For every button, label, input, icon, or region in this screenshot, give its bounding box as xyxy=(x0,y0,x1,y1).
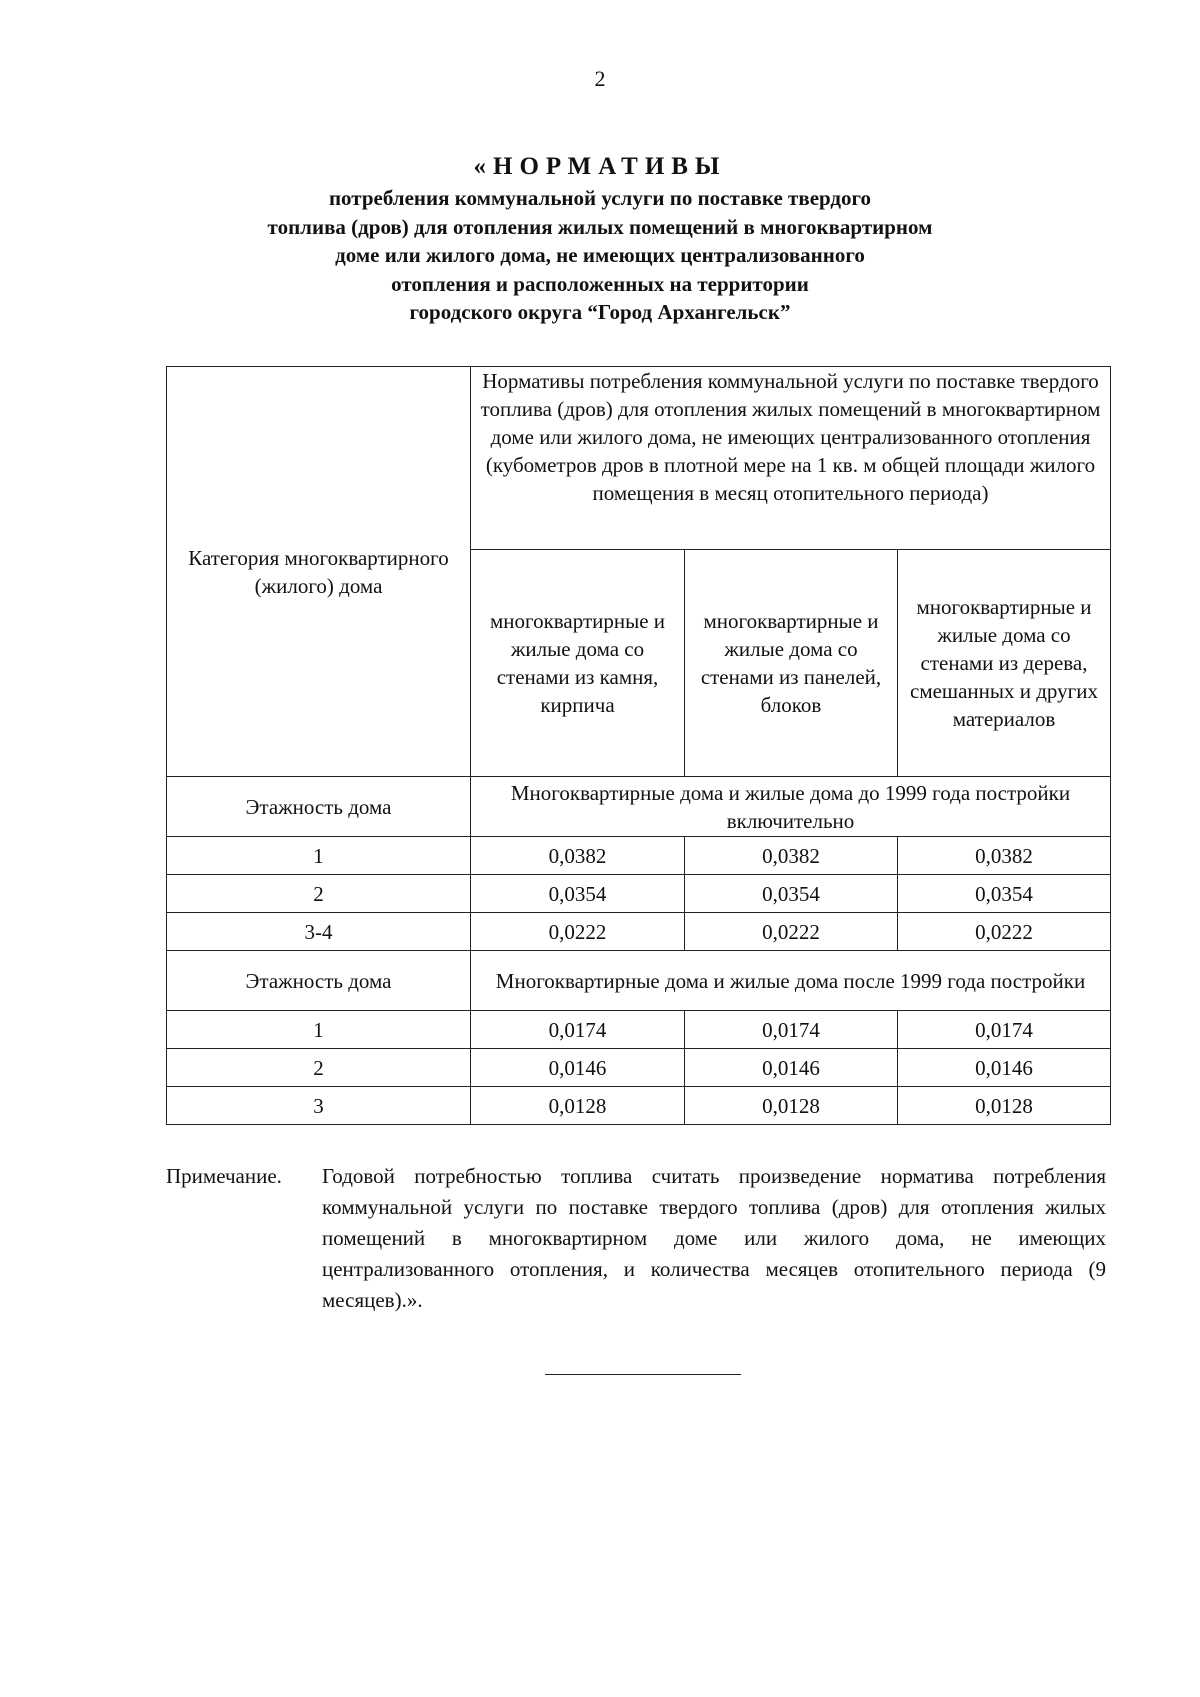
category-header: Категория многоквартирного (жилого) дома xyxy=(167,367,471,777)
document-title xyxy=(150,150,1050,327)
title-line: отопления и расположенных на территории xyxy=(391,271,809,296)
value-cell: 0,0222 xyxy=(898,913,1111,951)
end-divider xyxy=(545,1374,741,1375)
floors-cell: 3-4 xyxy=(167,913,471,951)
note-label: Примечание. xyxy=(166,1164,282,1188)
title-line: доме или жилого дома, не имеющих централизованного xyxy=(335,243,865,267)
value-cell: 0,0146 xyxy=(685,1049,898,1087)
value-cell: 0,0174 xyxy=(685,1011,898,1049)
floors-cell: 3 xyxy=(167,1087,471,1125)
note-text: Годовой потребностью топлива считать произведение норматива потребления коммунальной услуги по поставке твердого топлива (дров) для отопления жилых помещений в многоквартирном доме или жилого дома, не имеющих централизованного отопления, и количества месяцев отопительного периода (9 месяцев).». xyxy=(322,1164,1106,1312)
floors-label: Этажность дома xyxy=(167,777,471,837)
value-cell: 0,0128 xyxy=(898,1087,1111,1125)
page-number: 2 xyxy=(594,66,606,91)
period-header: Многоквартирные дома и жилые дома после 1999 года постройки xyxy=(471,951,1111,1011)
value-cell: 0,0146 xyxy=(898,1049,1111,1087)
value-cell: 0,0354 xyxy=(898,875,1111,913)
value-cell: 0,0128 xyxy=(471,1087,685,1125)
value-cell: 0,0174 xyxy=(898,1011,1111,1049)
wall-type-header: многоквартирные и жилые дома со стенами из камня, кирпича xyxy=(471,550,685,777)
title-line: топлива (дров) для отопления жилых помещений в многоквартирном xyxy=(267,214,933,239)
wall-type-header: многоквартирные и жилые дома со стенами из панелей, блоков xyxy=(685,550,898,777)
period-header: Многоквартирные дома и жилые дома до 1999 года постройки включительно xyxy=(471,777,1111,837)
value-cell: 0,0354 xyxy=(685,875,898,913)
table-row xyxy=(167,1049,1111,1087)
floors-cell: 1 xyxy=(167,837,471,875)
table-row xyxy=(167,875,1111,913)
table-row xyxy=(167,913,1111,951)
value-cell: 0,0146 xyxy=(471,1049,685,1087)
table-row xyxy=(167,1011,1111,1049)
wall-type-header: многоквартирные и жилые дома со стенами из дерева, смешанных и других материалов xyxy=(898,550,1111,777)
value-cell: 0,0354 xyxy=(471,875,685,913)
table-row xyxy=(167,1087,1111,1125)
value-cell: 0,0174 xyxy=(471,1011,685,1049)
value-cell: 0,0382 xyxy=(471,837,685,875)
value-cell: 0,0382 xyxy=(685,837,898,875)
table-row xyxy=(167,837,1111,875)
floors-cell: 1 xyxy=(167,1011,471,1049)
title-main: «НОРМАТИВЫ xyxy=(473,153,727,180)
value-cell: 0,0222 xyxy=(685,913,898,951)
value-cell: 0,0128 xyxy=(685,1087,898,1125)
title-line: потребления коммунальной услуги по поставке твердого xyxy=(328,186,872,210)
floors-label: Этажность дома xyxy=(167,951,471,1011)
value-cell: 0,0382 xyxy=(898,837,1111,875)
value-cell: 0,0222 xyxy=(471,913,685,951)
norms-table xyxy=(166,366,1111,1125)
norms-header: Нормативы потребления коммунальной услуги по поставке твердого топлива (дров) для отопления жилых помещений в многоквартирном доме или жилого дома, не имеющих централизованного отопления (кубометров дров в плотной мере на 1 кв. м общей площади жилого помещения в месяц отопительного периода) xyxy=(471,367,1111,550)
floors-cell: 2 xyxy=(167,1049,471,1087)
title-line: городского округа “Город Архангельск” xyxy=(409,300,791,324)
floors-cell: 2 xyxy=(167,875,471,913)
